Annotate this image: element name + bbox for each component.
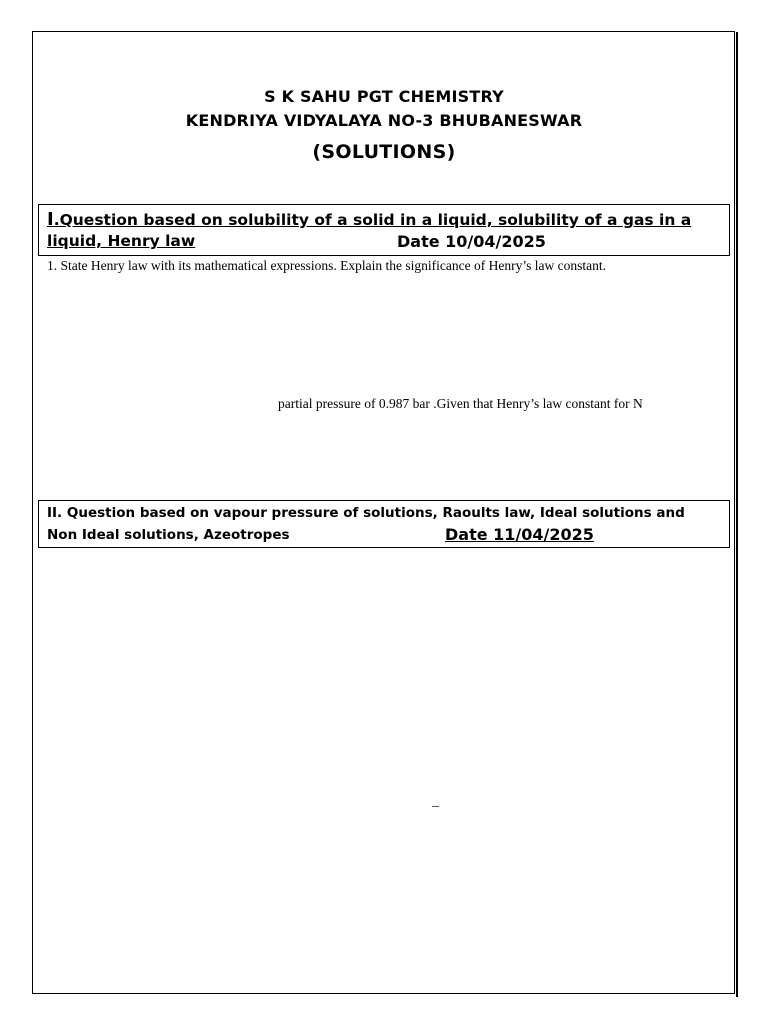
section-1-box [38,204,730,256]
section-1-title-text2: liquid, Henry law [47,232,196,250]
question-1: 1. State Henry law with its mathematical expressions. Explain the significance of Henry’s law constant. [47,258,606,273]
section-1-title-text: .Question based on solubility of a solid in a liquid, solubility of a gas in a [53,211,692,229]
topic-heading: (SOLUTIONS) [312,141,456,163]
author-heading: S K SAHU PGT CHEMISTRY [264,87,504,106]
stray-dash: _ [432,794,439,809]
section-2-box [38,500,730,548]
section-1-title-line2 [47,232,554,250]
section-2-date: Date 11/04/2025 [445,525,594,544]
section-1-title-line1 [47,209,691,230]
section-1-date: Date 10/04/2025 [397,232,546,251]
section-1-roman: I [47,209,54,230]
school-heading: KENDRIYA VIDYALAYA NO-3 BHUBANESWAR [185,111,583,130]
question-2-fragment: partial pressure of 0.987 bar .Given that Henry’s law constant for N [278,396,643,411]
section-2-title-line1: II. Question based on vapour pressure of solutions, Raoults law, Ideal solutions and [47,505,685,521]
section-2-title-line2: Non Ideal solutions, Azeotropes [47,527,290,543]
